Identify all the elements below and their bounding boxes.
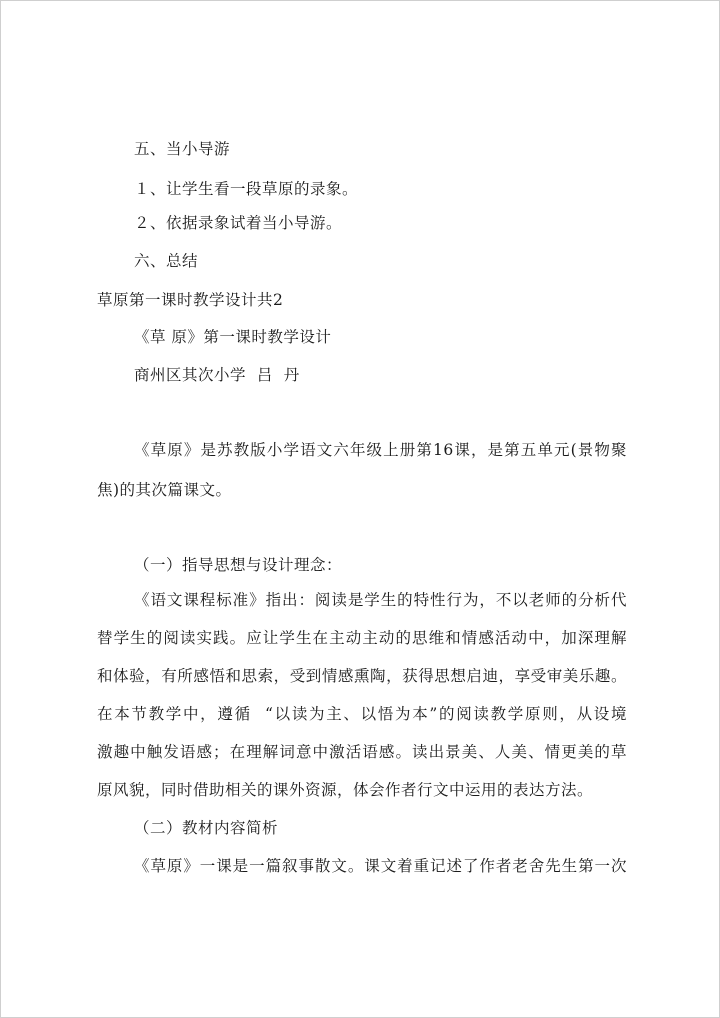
heading-content-analysis: （二）教材内容简析: [134, 819, 279, 837]
section-heading-tour-guide: 五、当小导游: [134, 140, 231, 158]
step-one-text: １、让学生看一段草原的录象。: [134, 180, 359, 198]
heading-guiding-ideas: （一）指导思想与设计理念：: [134, 556, 343, 574]
paragraph-line: 激趣中触发语感；在理解词意中激活语感。读出景美、人美、情更美的草: [97, 743, 627, 761]
paragraph-line: 原风貌，同时借助相关的课外资源，体会作者行文中运用的表达方法。: [97, 781, 594, 799]
step-two-text: ２、依据录象试着当小导游。: [134, 214, 343, 232]
document-title: 草原第一课时教学设计共2: [97, 291, 284, 309]
section-heading-summary: 六、总结: [134, 252, 199, 270]
paragraph-line: 在本节教学中，遵循 “以读为主、以悟为本”的阅读教学原则，从设境: [97, 705, 627, 723]
intro-line-2: 焦)的其次篇课文。: [97, 481, 232, 499]
paragraph-line: 替学生的阅读实践。应让学生在主动主动的思维和情感活动中，加深理解: [97, 629, 627, 647]
paragraph-line: 《草原》一课是一篇叙事散文。课文着重记述了作者老舍先生第一次: [134, 857, 627, 875]
intro-line-1: 《草原》是苏教版小学语文六年级上册第16课，是第五单元(景物聚: [134, 441, 627, 459]
paragraph-line: 和体验，有所感悟和思索，受到情感熏陶，获得思想启迪，享受审美乐趣。: [97, 667, 627, 685]
paragraph-line: 《语文课程标准》指出：阅读是学生的特性行为，不以老师的分析代: [134, 591, 627, 609]
author-line: 商州区其次小学 吕 丹: [134, 366, 300, 384]
lesson-subtitle: 《草 原》第一课时教学设计: [134, 328, 332, 346]
